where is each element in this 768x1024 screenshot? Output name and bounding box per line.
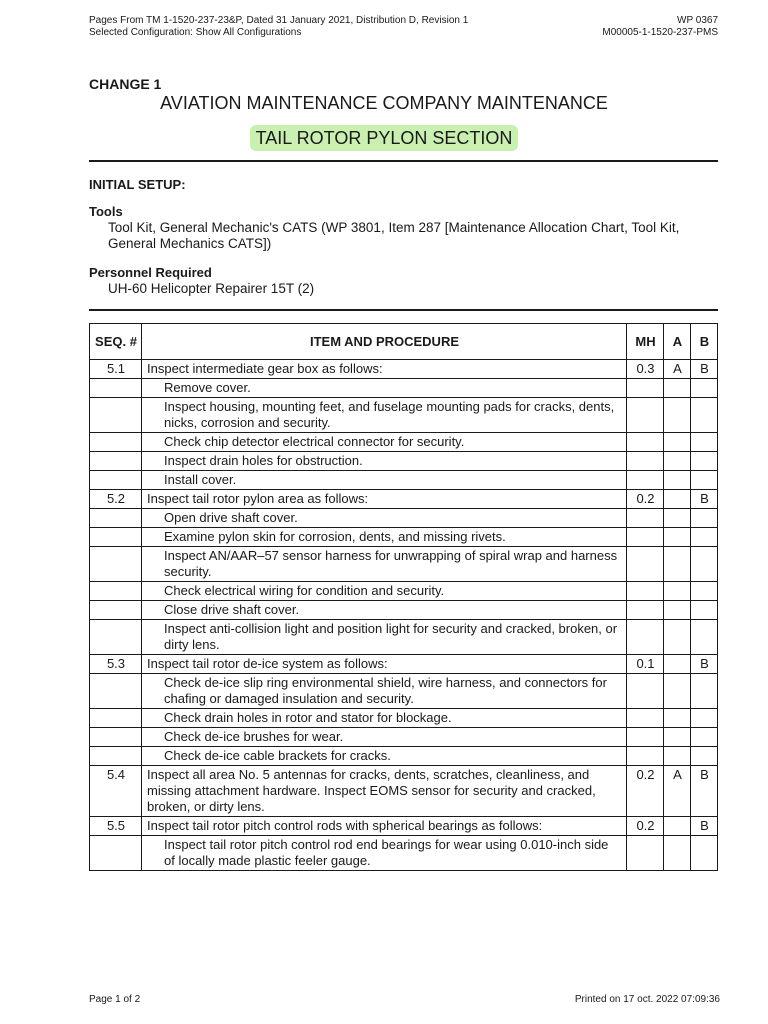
row-b <box>691 674 718 709</box>
row-b <box>691 601 718 620</box>
row-b <box>691 398 718 433</box>
row-procedure: Close drive shaft cover. <box>142 601 627 620</box>
row-a <box>664 817 691 836</box>
row-a <box>664 433 691 452</box>
row-a <box>664 509 691 528</box>
row-procedure: Check drain holes in rotor and stator for blockage. <box>142 709 627 728</box>
personnel-text: UH-60 Helicopter Repairer 15T (2) <box>108 281 315 296</box>
row-b <box>691 452 718 471</box>
procedure-table <box>89 323 718 871</box>
row-procedure: Inspect tail rotor pylon area as follows: <box>142 490 627 509</box>
row-b <box>691 528 718 547</box>
row-a <box>664 836 691 871</box>
row-seq: 5.4 <box>90 766 142 817</box>
row-seq <box>90 620 142 655</box>
table-row <box>90 528 718 547</box>
row-a: A <box>664 766 691 817</box>
row-procedure: Check de-ice slip ring environmental shield, wire harness, and connectors for chafing or damaged insulation and security. <box>142 674 627 709</box>
row-procedure: Inspect all area No. 5 antennas for cracks, dents, scratches, cleanliness, and missing attachment hardware. Inspect EOMS sensor for security and cracked, broken, or dirty lens. <box>142 766 627 817</box>
row-seq <box>90 836 142 871</box>
row-seq <box>90 601 142 620</box>
table-row <box>90 728 718 747</box>
row-a <box>664 728 691 747</box>
row-procedure: Inspect anti-collision light and position light for security and cracked, broken, or dirty lens. <box>142 620 627 655</box>
row-b <box>691 433 718 452</box>
table-header-row <box>90 324 718 360</box>
row-seq <box>90 433 142 452</box>
row-b <box>691 582 718 601</box>
header-reference <box>602 15 718 39</box>
row-mh <box>627 601 664 620</box>
row-b <box>691 620 718 655</box>
row-seq <box>90 471 142 490</box>
row-procedure: Inspect drain holes for obstruction. <box>142 452 627 471</box>
row-mh <box>627 836 664 871</box>
row-mh <box>627 379 664 398</box>
table-row <box>90 674 718 709</box>
row-b: B <box>691 360 718 379</box>
row-b <box>691 471 718 490</box>
company-title: AVIATION MAINTENANCE COMPANY MAINTENANCE <box>160 93 608 113</box>
row-procedure: Check de-ice cable brackets for cracks. <box>142 747 627 766</box>
row-mh <box>627 433 664 452</box>
row-b <box>691 379 718 398</box>
header-doc-id: M00005-1-1520-237-PMS <box>602 27 718 38</box>
row-mh <box>627 620 664 655</box>
row-b: B <box>691 490 718 509</box>
header-wp-number: WP 0367 <box>677 15 718 26</box>
row-a <box>664 674 691 709</box>
table-row <box>90 509 718 528</box>
row-seq <box>90 747 142 766</box>
row-seq <box>90 674 142 709</box>
row-mh <box>627 709 664 728</box>
table-row <box>90 747 718 766</box>
table-row <box>90 709 718 728</box>
initial-setup-heading: INITIAL SETUP: <box>89 177 186 192</box>
row-b: B <box>691 655 718 674</box>
row-procedure: Inspect tail rotor pitch control rod end bearings for wear using 0.010-inch side of locally made plastic feeler gauge. <box>142 836 627 871</box>
row-procedure: Open drive shaft cover. <box>142 509 627 528</box>
row-seq: 5.3 <box>90 655 142 674</box>
divider-top <box>89 160 718 162</box>
section-title-wrap <box>0 125 768 151</box>
row-mh <box>627 674 664 709</box>
table-row <box>90 398 718 433</box>
row-mh <box>627 728 664 747</box>
row-procedure: Inspect AN/AAR–57 sensor harness for unwrapping of spiral wrap and harness security. <box>142 547 627 582</box>
table-row <box>90 836 718 871</box>
tools-heading: Tools <box>89 204 123 219</box>
section-title: TAIL ROTOR PYLON SECTION <box>250 125 519 151</box>
table-row <box>90 433 718 452</box>
row-procedure: Install cover. <box>142 471 627 490</box>
row-a <box>664 379 691 398</box>
row-seq <box>90 728 142 747</box>
row-procedure: Inspect tail rotor pitch control rods with spherical bearings as follows: <box>142 817 627 836</box>
table-row <box>90 620 718 655</box>
table-row <box>90 379 718 398</box>
row-procedure: Check chip detector electrical connector for security. <box>142 433 627 452</box>
row-a <box>664 655 691 674</box>
personnel-heading: Personnel Required <box>89 265 212 280</box>
row-seq <box>90 582 142 601</box>
row-seq: 5.5 <box>90 817 142 836</box>
header-source <box>89 15 468 39</box>
row-a <box>664 547 691 582</box>
row-mh <box>627 747 664 766</box>
row-mh <box>627 582 664 601</box>
tools-text: Tool Kit, General Mechanic's CATS (WP 3801, Item 287 [Maintenance Allocation Chart, Tool Kit, General Mechanics CATS]) <box>108 220 680 251</box>
table-row <box>90 547 718 582</box>
table-row <box>90 471 718 490</box>
table-row <box>90 817 718 836</box>
table-row <box>90 452 718 471</box>
row-seq <box>90 709 142 728</box>
table-row <box>90 582 718 601</box>
row-a: A <box>664 360 691 379</box>
row-seq <box>90 547 142 582</box>
row-seq <box>90 528 142 547</box>
row-b <box>691 728 718 747</box>
row-mh: 0.2 <box>627 766 664 817</box>
col-header-b: B <box>691 324 718 360</box>
footer-page-number: Page 1 of 2 <box>89 994 141 1005</box>
header-source-line1: Pages From TM 1-1520-237-23&P, Dated 31 January 2021, Distribution D, Revision 1 <box>89 15 469 26</box>
row-mh: 0.2 <box>627 490 664 509</box>
row-procedure: Inspect housing, mounting feet, and fuselage mounting pads for cracks, dents, nicks, corrosion and security. <box>142 398 627 433</box>
row-mh <box>627 471 664 490</box>
row-mh <box>627 509 664 528</box>
row-mh <box>627 398 664 433</box>
table-row <box>90 766 718 817</box>
row-b <box>691 509 718 528</box>
table-row <box>90 655 718 674</box>
row-a <box>664 582 691 601</box>
row-seq <box>90 379 142 398</box>
row-b: B <box>691 766 718 817</box>
row-b <box>691 547 718 582</box>
row-mh: 0.1 <box>627 655 664 674</box>
row-mh <box>627 528 664 547</box>
col-header-mh: MH <box>627 324 664 360</box>
row-seq: 5.1 <box>90 360 142 379</box>
row-procedure: Inspect tail rotor de-ice system as follows: <box>142 655 627 674</box>
row-b: B <box>691 817 718 836</box>
row-a <box>664 747 691 766</box>
header-source-line2: Selected Configuration: Show All Configurations <box>89 27 302 38</box>
row-a <box>664 709 691 728</box>
row-mh <box>627 547 664 582</box>
row-a <box>664 528 691 547</box>
row-procedure: Inspect intermediate gear box as follows: <box>142 360 627 379</box>
change-label: CHANGE 1 <box>89 76 162 92</box>
row-a <box>664 620 691 655</box>
row-procedure: Check electrical wiring for condition and security. <box>142 582 627 601</box>
row-a <box>664 601 691 620</box>
row-procedure: Remove cover. <box>142 379 627 398</box>
row-mh <box>627 452 664 471</box>
row-a <box>664 471 691 490</box>
divider-setup <box>89 309 718 311</box>
col-header-a: A <box>664 324 691 360</box>
row-b <box>691 709 718 728</box>
table-row <box>90 360 718 379</box>
row-b <box>691 836 718 871</box>
table-body <box>90 360 718 871</box>
row-seq <box>90 509 142 528</box>
row-procedure: Check de-ice brushes for wear. <box>142 728 627 747</box>
col-header-seq: SEQ. # <box>90 324 142 360</box>
row-a <box>664 452 691 471</box>
row-seq <box>90 452 142 471</box>
row-b <box>691 747 718 766</box>
table-row <box>90 601 718 620</box>
row-mh: 0.2 <box>627 817 664 836</box>
row-seq: 5.2 <box>90 490 142 509</box>
row-a <box>664 398 691 433</box>
row-a <box>664 490 691 509</box>
row-mh: 0.3 <box>627 360 664 379</box>
col-header-item: ITEM AND PROCEDURE <box>142 324 627 360</box>
footer-print-date: Printed on 17 oct. 2022 07:09:36 <box>574 994 720 1005</box>
row-procedure: Examine pylon skin for corrosion, dents, and missing rivets. <box>142 528 627 547</box>
table-row <box>90 490 718 509</box>
row-seq <box>90 398 142 433</box>
